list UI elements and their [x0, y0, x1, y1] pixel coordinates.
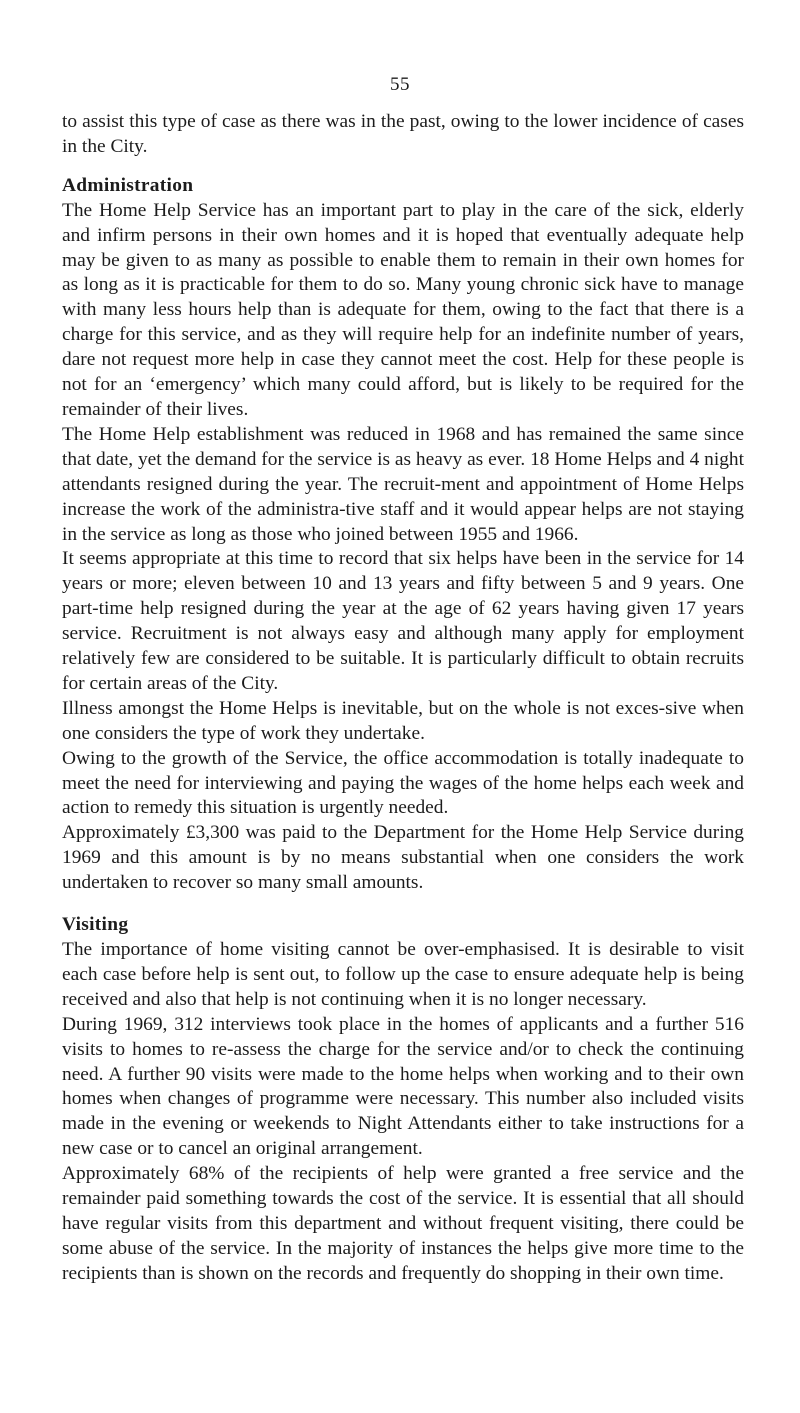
administration-heading: Administration	[62, 174, 194, 196]
visiting-paragraph-3: Approximately 68% of the recipients of help were granted a free service and the remainder paid something towards the cost of the service. It is essential that all should have regular visits from this department and without frequent visiting, there could be some abuse of the service. In the majority of instances the helps give more time to the recipients than is shown on the records and frequently do shopping in their own time.	[62, 1163, 744, 1284]
visiting-heading: Visiting	[62, 914, 129, 936]
administration-paragraph-1: The Home Help Service has an important part to play in the care of the sick, elderly and infirm persons in their own homes and it is hoped that eventually adequate help may be given to as many as possible to enable them to remain in their own homes for as long as it is practicable for them to do so. Many young chronic sick have to manage with many less hours help than is adequate for them, owing to the fact that there is a charge for this service, and as they will require help for an indefinite number of years, dare not request more help in case they cannot meet the cost. Help for these people is not for an ‘emergency’ which many could afford, but is likely to be required for the remainder of their lives.	[62, 199, 744, 420]
page-number: 55	[390, 74, 410, 95]
intro-paragraph: to assist this type of case as there was in the past, owing to the lower incidence of cases in the City.	[62, 111, 744, 157]
visiting-paragraph-2: During 1969, 312 interviews took place in the homes of applicants and a further 516 visits to homes to re-assess the charge for the service and/or to check the continuing need. A further 90 visits were made to the home helps when working and to their own homes when changes of programme were necessary. This number also included visits made in the evening or weekends to Night Attendants either to take instructions for a new case or to cancel an original arrangement.	[62, 1013, 744, 1160]
administration-paragraph-3: It seems appropriate at this time to record that six helps have been in the service for 14 years or more; eleven between 10 and 13 years and fifty between 5 and 9 years. One part-time help resigned during the year at the age of 62 years having given 17 years service. Recruitment is not always easy and although many apply for employment relatively few are considered to be suitable. It is particularly difficult to obtain recruits for certain areas of the City.	[62, 548, 744, 694]
administration-paragraph-6: Approximately £3,300 was paid to the Department for the Home Help Service during 1969 and this amount is by no means substantial when one considers the work undertaken to recover so many small amounts.	[62, 822, 744, 894]
administration-paragraph-4: Illness amongst the Home Helps is inevitable, but on the whole is not exces-sive when one considers the type of work they undertake.	[62, 697, 744, 744]
page-body	[62, 110, 744, 1287]
visiting-paragraph-1: The importance of home visiting cannot be over-emphasised. It is desirable to visit each case before help is sent out, to follow up the case to ensure adequate help is being received and also that help is not continuing when it is no longer necessary.	[62, 939, 744, 1010]
administration-paragraph-2: The Home Help establishment was reduced in 1968 and has remained the same since that date, yet the demand for the service is as heavy as ever. 18 Home Helps and 4 night attendants resigned during the year. The recruit-ment and appointment of Home Helps increase the work of the administra-tive staff and it would appear helps are not staying in the service as long as those who joined between 1955 and 1966.	[62, 423, 744, 545]
administration-paragraph-5: Owing to the growth of the Service, the office accommodation is totally inadequate to meet the need for interviewing and paying the wages of the home helps each week and action to remedy this situation is urgently needed.	[62, 747, 744, 819]
